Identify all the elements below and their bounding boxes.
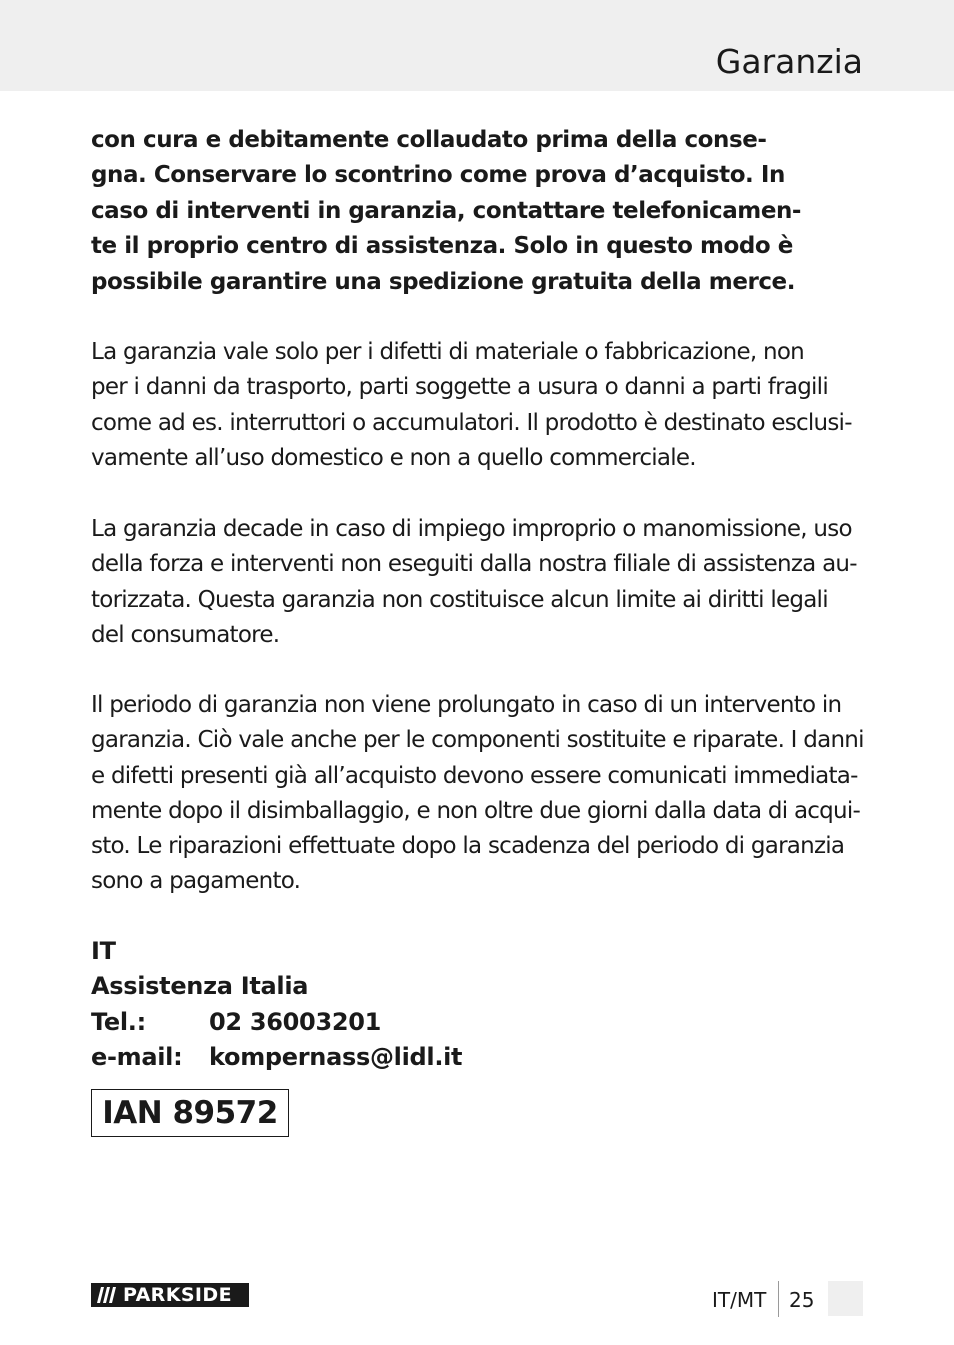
logo-stripes-icon [91, 1283, 121, 1307]
text-line: con cura e debitamente collaudato prima della conse- [91, 127, 767, 153]
text-line: come ad es. interruttori o accumulatori. Il prodotto è destinato esclusi- [91, 409, 852, 436]
text-line: del consumatore. [91, 621, 280, 648]
text-line: per i danni da trasporto, parti soggette a usura o danni a parti fragili [91, 374, 828, 401]
service-name: Assistenza Italia [91, 972, 309, 1001]
text-line: vamente all’uso domestico e non a quello commerciale. [91, 444, 696, 471]
main-content [91, 123, 871, 895]
email-row [91, 1040, 462, 1075]
phone-label: Tel.: [91, 1007, 146, 1036]
text-line: sto. Le riparazioni effettuate dopo la scadenza del periodo di garanzia [91, 833, 845, 860]
footer-tab-marker [828, 1281, 863, 1316]
email-label: e-mail: [91, 1042, 183, 1071]
text-line: caso di interventi in garanzia, contattare telefonicamen- [91, 197, 801, 224]
text-line: e difetti presenti già all’acquisto devono essere comunicati immediata- [91, 762, 858, 789]
text-line: La garanzia vale solo per i difetti di materiale o fabbricazione, non [91, 339, 804, 365]
text-line: Il periodo di garanzia non viene prolungato in caso di un intervento in [91, 692, 842, 718]
page-header [0, 0, 954, 91]
phone-number: 02 36003201 [209, 1007, 382, 1036]
warranty-period-paragraph [91, 688, 864, 900]
brand-name: PARKSIDE [123, 1284, 232, 1306]
text-line: te il proprio centro di assistenza. Solo in questo modo è [91, 233, 793, 260]
text-line: garanzia. Ciò vale anche per le componenti sostituite e riparate. I danni [91, 727, 864, 754]
intro-bold-paragraph [91, 123, 871, 300]
ian-number-box: IAN 89572 [91, 1089, 289, 1137]
brand-logo [91, 1283, 249, 1307]
page-title: Garanzia [715, 42, 863, 81]
phone-row [91, 1005, 462, 1040]
text-line: possibile garantire una spedizione gratuita della merce. [91, 268, 795, 295]
text-line: torizzata. Questa garanzia non costituisce alcun limite ai diritti legali [91, 586, 828, 613]
warranty-scope-paragraph [91, 335, 852, 476]
language-code: IT/MT [712, 1288, 767, 1312]
text-line: gna. Conservare lo scontrino come prova d’acquisto. In [91, 162, 785, 189]
email-address[interactable]: kompernass@lidl.it [209, 1042, 463, 1071]
text-line: sono a pagamento. [91, 868, 301, 895]
text-line: mente dopo il disimballaggio, e non oltre due giorni dalla data di acqui- [91, 797, 861, 824]
text-line: La garanzia decade in caso di impiego improprio o manomissione, uso [91, 516, 852, 542]
page-number: 25 [789, 1288, 815, 1312]
country-code: IT [91, 937, 116, 965]
warranty-void-paragraph [91, 512, 857, 653]
service-contact [91, 934, 462, 1075]
footer-divider [778, 1281, 779, 1317]
text-line: della forza e interventi non eseguiti dalla nostra filiale di assistenza au- [91, 551, 857, 578]
